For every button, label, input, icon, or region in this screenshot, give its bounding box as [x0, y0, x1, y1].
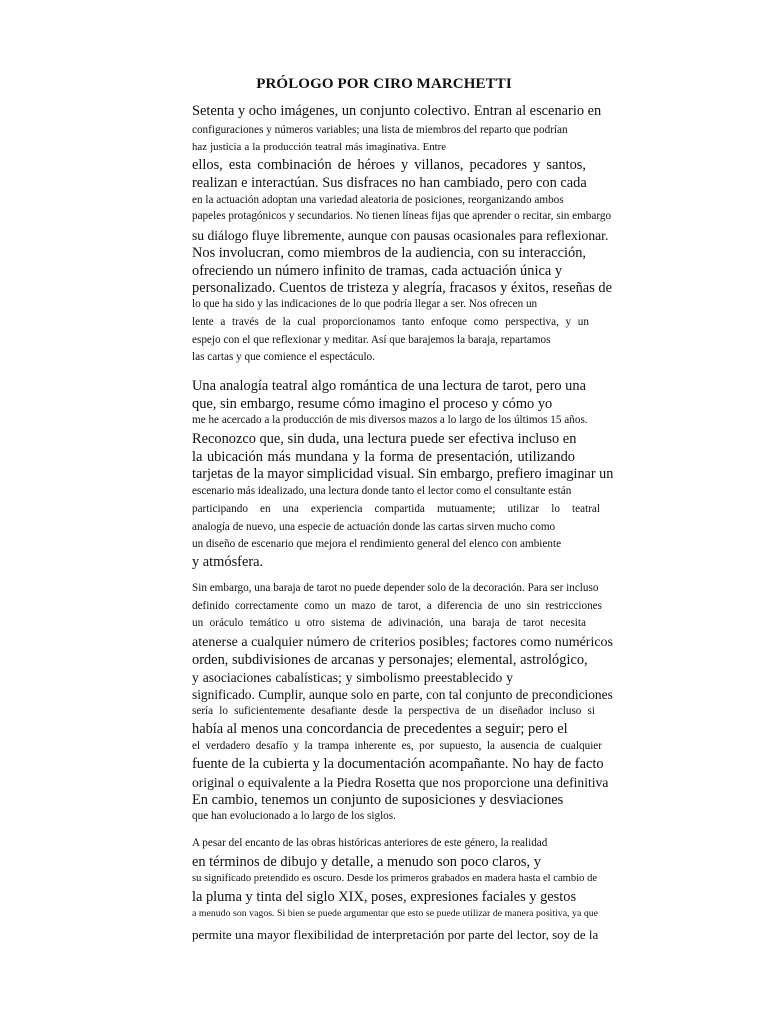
- text-line: la pluma y tinta del siglo XIX, poses, expresiones faciales y gestos: [192, 889, 577, 905]
- text-line: que han evolucionado a lo largo de los siglos.: [192, 810, 396, 822]
- text-line: Nos involucran, como miembros de la audiencia, con su interacción,: [192, 245, 587, 261]
- text-line: que, sin embargo, resume cómo imagino el proceso y cómo yo: [192, 396, 553, 412]
- text-line: me he acercado a la producción de mis diversos mazos a lo largo de los últimos 15 años.: [192, 414, 588, 426]
- text-line: en la actuación adoptan una variedad aleatoria de posiciones, reorganizando ambos: [192, 194, 564, 206]
- text-line: la ubicación más mundana y la forma de presentación, utilizando: [192, 449, 575, 465]
- text-line: original o equivalente a la Piedra Rosetta que nos proporcione una definitiva: [192, 775, 609, 790]
- text-line: haz justicia a la producción teatral más imaginativa. Entre: [192, 141, 446, 153]
- text-line: significado. Cumplir, aunque solo en parte, con tal conjunto de precondiciones: [192, 687, 613, 702]
- text-line: un oráculo temático u otro sistema de adivinación, una baraja de tarot necesita: [192, 617, 586, 629]
- text-line: y asociaciones cabalísticas; y simbolismo preestablecido y: [192, 670, 513, 685]
- text-line: orden, subdivisiones de arcanas y personajes; elemental, astrológico,: [192, 652, 588, 668]
- text-line: el verdadero desafío y la trampa inherente es, por supuesto, la ausencia de cualquier: [192, 740, 602, 752]
- text-line: su diálogo fluye libremente, aunque con pausas ocasionales para reflexionar.: [192, 228, 609, 243]
- text-line: las cartas y que comience el espectáculo.: [192, 351, 375, 363]
- text-line: Reconozco que, sin duda, una lectura puede ser efectiva incluso en: [192, 431, 577, 447]
- text-line: atenerse a cualquier número de criterios posibles; factores como numéricos: [192, 635, 613, 650]
- text-line: lo que ha sido y las indicaciones de lo que podría llegar a ser. Nos ofrecen un: [192, 298, 538, 310]
- text-line: papeles protagónicos y secundarios. No tienen líneas fijas que aprender o recitar, sin embargo: [192, 210, 612, 222]
- text-line: sería lo suficientemente desafiante desde la perspectiva de un diseñador incluso si: [192, 705, 595, 717]
- text-line: su significado pretendido es oscuro. Desde los primeros grabados en madera hasta el cambio de: [192, 873, 597, 884]
- text-line: ellos, esta combinación de héroes y villanos, pecadores y santos,: [192, 157, 586, 173]
- text-line: Setenta y ocho imágenes, un conjunto colectivo. Entran al escenario en: [192, 103, 602, 119]
- text-line: a menudo son vagos. Si bien se puede argumentar que esto se puede utilizar de manera positiva, ya que: [192, 908, 598, 919]
- text-line: Sin embargo, una baraja de tarot no puede depender solo de la decoración. Para ser incluso: [192, 582, 599, 594]
- text-line: realizan e interactúan. Sus disfraces no han cambiado, pero con cada: [192, 175, 587, 191]
- text-line: y atmósfera.: [192, 554, 264, 570]
- text-line: personalizado. Cuentos de tristeza y alegría, fracasos y éxitos, reseñas de: [192, 280, 612, 296]
- text-line: un diseño de escenario que mejora el rendimiento general del elenco con ambiente: [192, 538, 562, 550]
- text-line: A pesar del encanto de las obras históricas anteriores de este género, la realidad: [192, 837, 548, 849]
- text-line: lente a través de la cual proporcionamos tanto enfoque como perspectiva, y un: [192, 316, 589, 328]
- text-line: espejo con el que reflexionar y meditar. Así que barajemos la baraja, repartamos: [192, 334, 551, 346]
- text-line: En cambio, tenemos un conjunto de suposiciones y desviaciones: [192, 792, 564, 808]
- text-line: ofreciendo un número infinito de tramas, cada actuación única y: [192, 263, 563, 279]
- text-line: había al menos una concordancia de precedentes a seguir; pero el: [192, 721, 568, 737]
- text-line: tarjetas de la mayor simplicidad visual. Sin embargo, prefiero imaginar un: [192, 466, 613, 482]
- text-line: participando en una experiencia compartida mutuamente; utilizar lo teatral: [192, 503, 600, 515]
- text-line: en términos de dibujo y detalle, a menudo son poco claros, y: [192, 854, 541, 870]
- text-line: configuraciones y números variables; una lista de miembros del reparto que podrían: [192, 124, 568, 136]
- text-line: Una analogía teatral algo romántica de una lectura de tarot, pero una: [192, 378, 586, 394]
- text-line: escenario más idealizado, una lectura donde tanto el lector como el consultante están: [192, 485, 572, 497]
- text-line: analogía de nuevo, una especie de actuación donde las cartas sirven mucho como: [192, 521, 556, 533]
- text-line: fuente de la cubierta y la documentación acompañante. No hay de facto: [192, 756, 604, 772]
- document-title: PRÓLOGO POR CIRO MARCHETTI: [256, 76, 512, 92]
- text-line: permite una mayor flexibilidad de interpretación por parte del lector, soy de la: [192, 927, 598, 942]
- text-line: definido correctamente como un mazo de tarot, a diferencia de uno sin restricciones: [192, 600, 602, 612]
